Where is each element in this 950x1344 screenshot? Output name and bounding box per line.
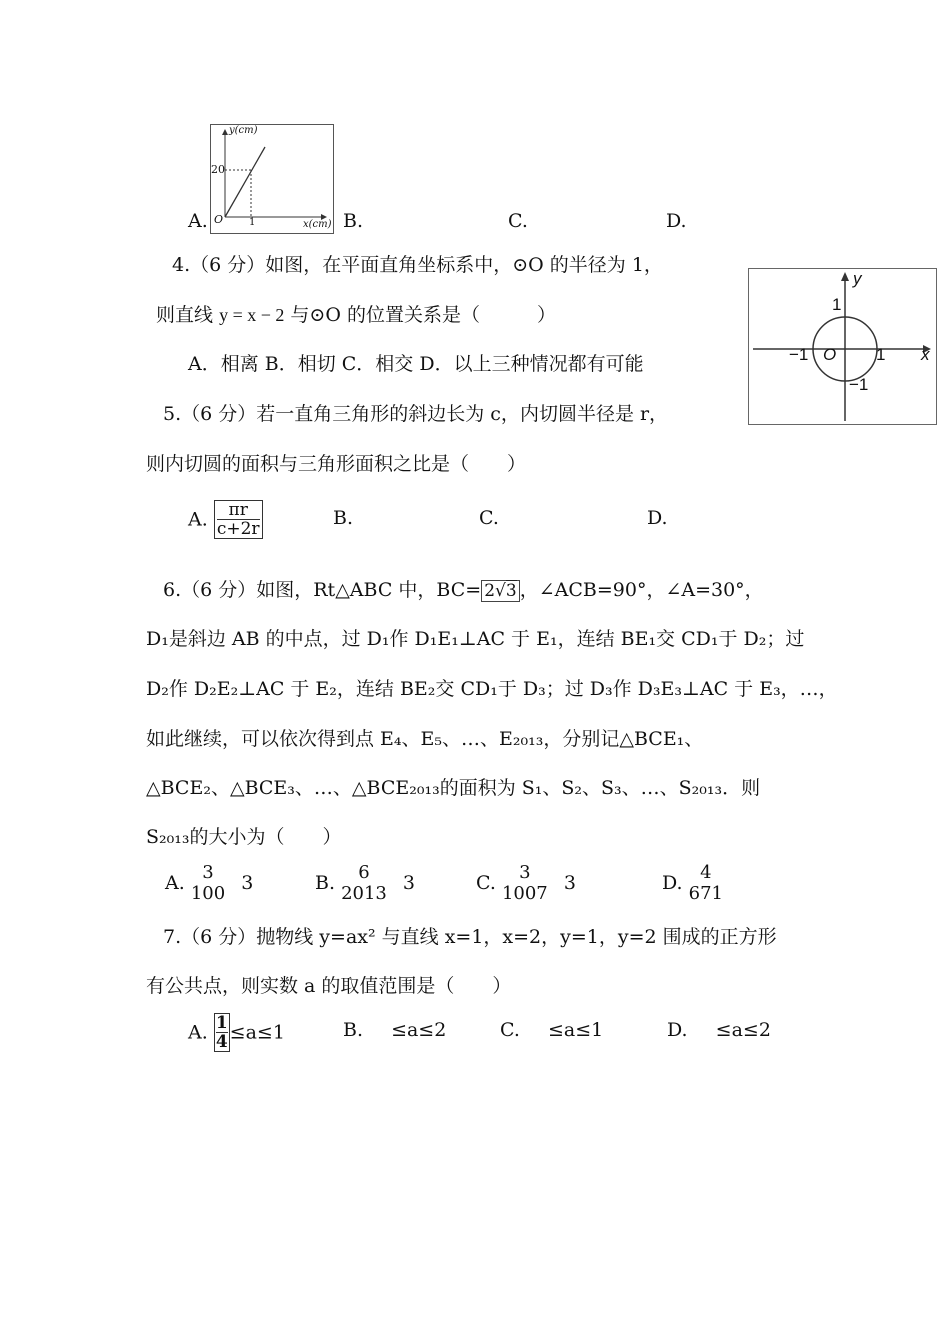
q6-option-b-numerator: 6	[358, 862, 370, 883]
q6-sqrt-box	[481, 580, 520, 602]
q7-line1: 7.（6 分）抛物线 y=ax² 与直线 x=1，x=2，y=1，y=2 围成的正方形	[163, 926, 777, 948]
q6-option-b-tail: 3	[402, 872, 416, 894]
q7-option-c-label: C.	[500, 1019, 520, 1041]
q4-figure-svg	[749, 269, 936, 424]
q7-option-d-label: D.	[667, 1019, 688, 1041]
q6-option-a	[165, 862, 253, 904]
q3-graph-tick-y: 20	[211, 163, 225, 176]
q5-line2: 则内切圆的面积与三角形面积之比是（ ）	[146, 453, 527, 475]
q5-option-a-denominator: c+2r	[216, 519, 260, 539]
q7-option-a-denominator: 4	[215, 1032, 228, 1052]
q6-option-a-label: A.	[165, 872, 185, 894]
q7-line2: 有公共点，则实数 a 的取值范围是（ ）	[146, 975, 512, 997]
q6-option-b-label: B.	[315, 872, 336, 894]
q6-option-a-tail: 3	[241, 872, 254, 894]
q3-graph-origin: O	[214, 213, 224, 226]
q4-fig-pos1-y: 1	[832, 295, 842, 314]
q6-option-d-fraction	[689, 862, 723, 904]
q6-option-c-label: C.	[476, 872, 496, 894]
q4-line2-equation: y = x − 2	[219, 305, 285, 325]
q6-option-c-tail: 3	[563, 872, 576, 894]
q7-option-b-tail: ≤a≤2	[391, 1019, 447, 1041]
q6-sqrt-arg: 3	[505, 581, 517, 601]
q7-option-a-fraction	[214, 1013, 230, 1052]
q7-option-d-tail: ≤a≤2	[715, 1019, 771, 1041]
q6-line6: S₂₀₁₃的大小为（ ）	[146, 826, 342, 848]
q5-option-a-fraction	[214, 500, 263, 539]
q5-option-a	[188, 500, 263, 539]
q6-line2: D₁是斜边 AB 的中点，过 D₁作 D₁E₁⊥AC 于 E₁，连结 BE₁交 CD₁于 D₂；过	[146, 628, 805, 650]
q7-option-b-label: B.	[343, 1019, 364, 1041]
q5-option-d: D.	[647, 507, 668, 529]
q4-fig-neg1-y: −1	[849, 375, 869, 394]
q3-graph-x-label: x(cm)	[303, 219, 332, 230]
q6-sqrt-sign: √	[495, 581, 506, 601]
q4-fig-pos1-x: 1	[876, 345, 886, 364]
q5-option-a-label: A.	[188, 508, 208, 531]
q4-line2-post: 与⊙O 的位置关系是（ ）	[290, 304, 556, 326]
q4-line1: 4.（6 分）如图，在平面直角坐标系中，⊙O 的半径为 1，	[172, 254, 663, 276]
q7-option-a-label: A.	[188, 1021, 208, 1044]
q7-option-a-tail: ≤a≤1	[229, 1021, 285, 1044]
q3-graph-y-label: y(cm)	[229, 125, 258, 136]
q6-line4: 如此继续，可以依次得到点 E₄、E₅、…、E₂₀₁₃，分别记△BCE₁、	[146, 728, 704, 750]
q5-option-a-numerator: πr	[217, 501, 260, 520]
q6-option-d-numerator: 4	[700, 862, 712, 883]
q4-fig-neg1-x: −1	[789, 345, 809, 364]
q4-options: A．相离 B．相切 C．相交 D．以上三种情况都有可能	[188, 353, 644, 375]
q5-line1: 5.（6 分）若一直角三角形的斜边长为 c，内切圆半径是 r，	[163, 403, 669, 425]
q4-line2	[156, 300, 556, 327]
q4-line2-pre: 则直线	[156, 304, 214, 326]
q4-figure	[748, 268, 937, 425]
q6-sqrt-coef: 2	[484, 581, 496, 601]
q7-option-c	[500, 1019, 603, 1041]
q4-fig-origin: O	[823, 345, 837, 364]
q6-option-c	[476, 862, 576, 904]
q6-line1-b: ，∠ACB=90°，∠A=30°，	[519, 579, 764, 601]
q6-option-d-label: D.	[662, 872, 683, 894]
q7-option-a-numerator: 1	[215, 1013, 228, 1033]
q6-option-c-denominator: 1007	[501, 883, 548, 904]
q3-graph-a-svg	[211, 125, 333, 233]
q3-option-d: D.	[666, 210, 687, 232]
q6-option-b-fraction	[341, 862, 387, 904]
q4-fig-y-label: y	[853, 269, 862, 288]
q6-line3: D₂作 D₂E₂⊥AC 于 E₂，连结 BE₂交 CD₁于 D₃；过 D₃作 D₃E₃⊥AC 于 E₃，…，	[146, 678, 838, 700]
q7-option-c-tail: ≤a≤1	[547, 1019, 604, 1041]
q6-option-d-denominator: 671	[688, 883, 724, 904]
q7-option-a	[188, 1013, 285, 1052]
q6-option-d	[662, 862, 723, 904]
q3-option-a: A.	[188, 210, 208, 232]
q3-option-c: C.	[508, 210, 528, 232]
q3-graph-a	[210, 124, 334, 234]
q6-option-c-numerator: 3	[519, 862, 531, 883]
q7-option-d	[667, 1019, 771, 1041]
q6-line1	[163, 575, 764, 602]
q5-option-b: B.	[333, 507, 354, 529]
q6-option-b-denominator: 2013	[341, 883, 387, 904]
q7-option-b	[343, 1019, 446, 1041]
q6-option-a-fraction	[191, 862, 225, 904]
q6-option-c-fraction	[502, 862, 548, 904]
q6-option-a-numerator: 3	[202, 862, 214, 883]
q3-option-b: B.	[343, 210, 364, 232]
q3-graph-tick-x: 1	[249, 217, 256, 228]
q4-fig-x-label: x	[921, 345, 930, 364]
q6-line1-a: 6.（6 分）如图，Rt△ABC 中，BC=	[163, 579, 482, 601]
q6-option-a-denominator: 100	[190, 883, 226, 904]
q6-line5: △BCE₂、△BCE₃、…、△BCE₂₀₁₃的面积为 S₁、S₂、S₃、…、S₂₀₁₃．则	[146, 777, 761, 799]
q5-option-c: C.	[479, 507, 499, 529]
q6-option-b	[315, 862, 415, 904]
